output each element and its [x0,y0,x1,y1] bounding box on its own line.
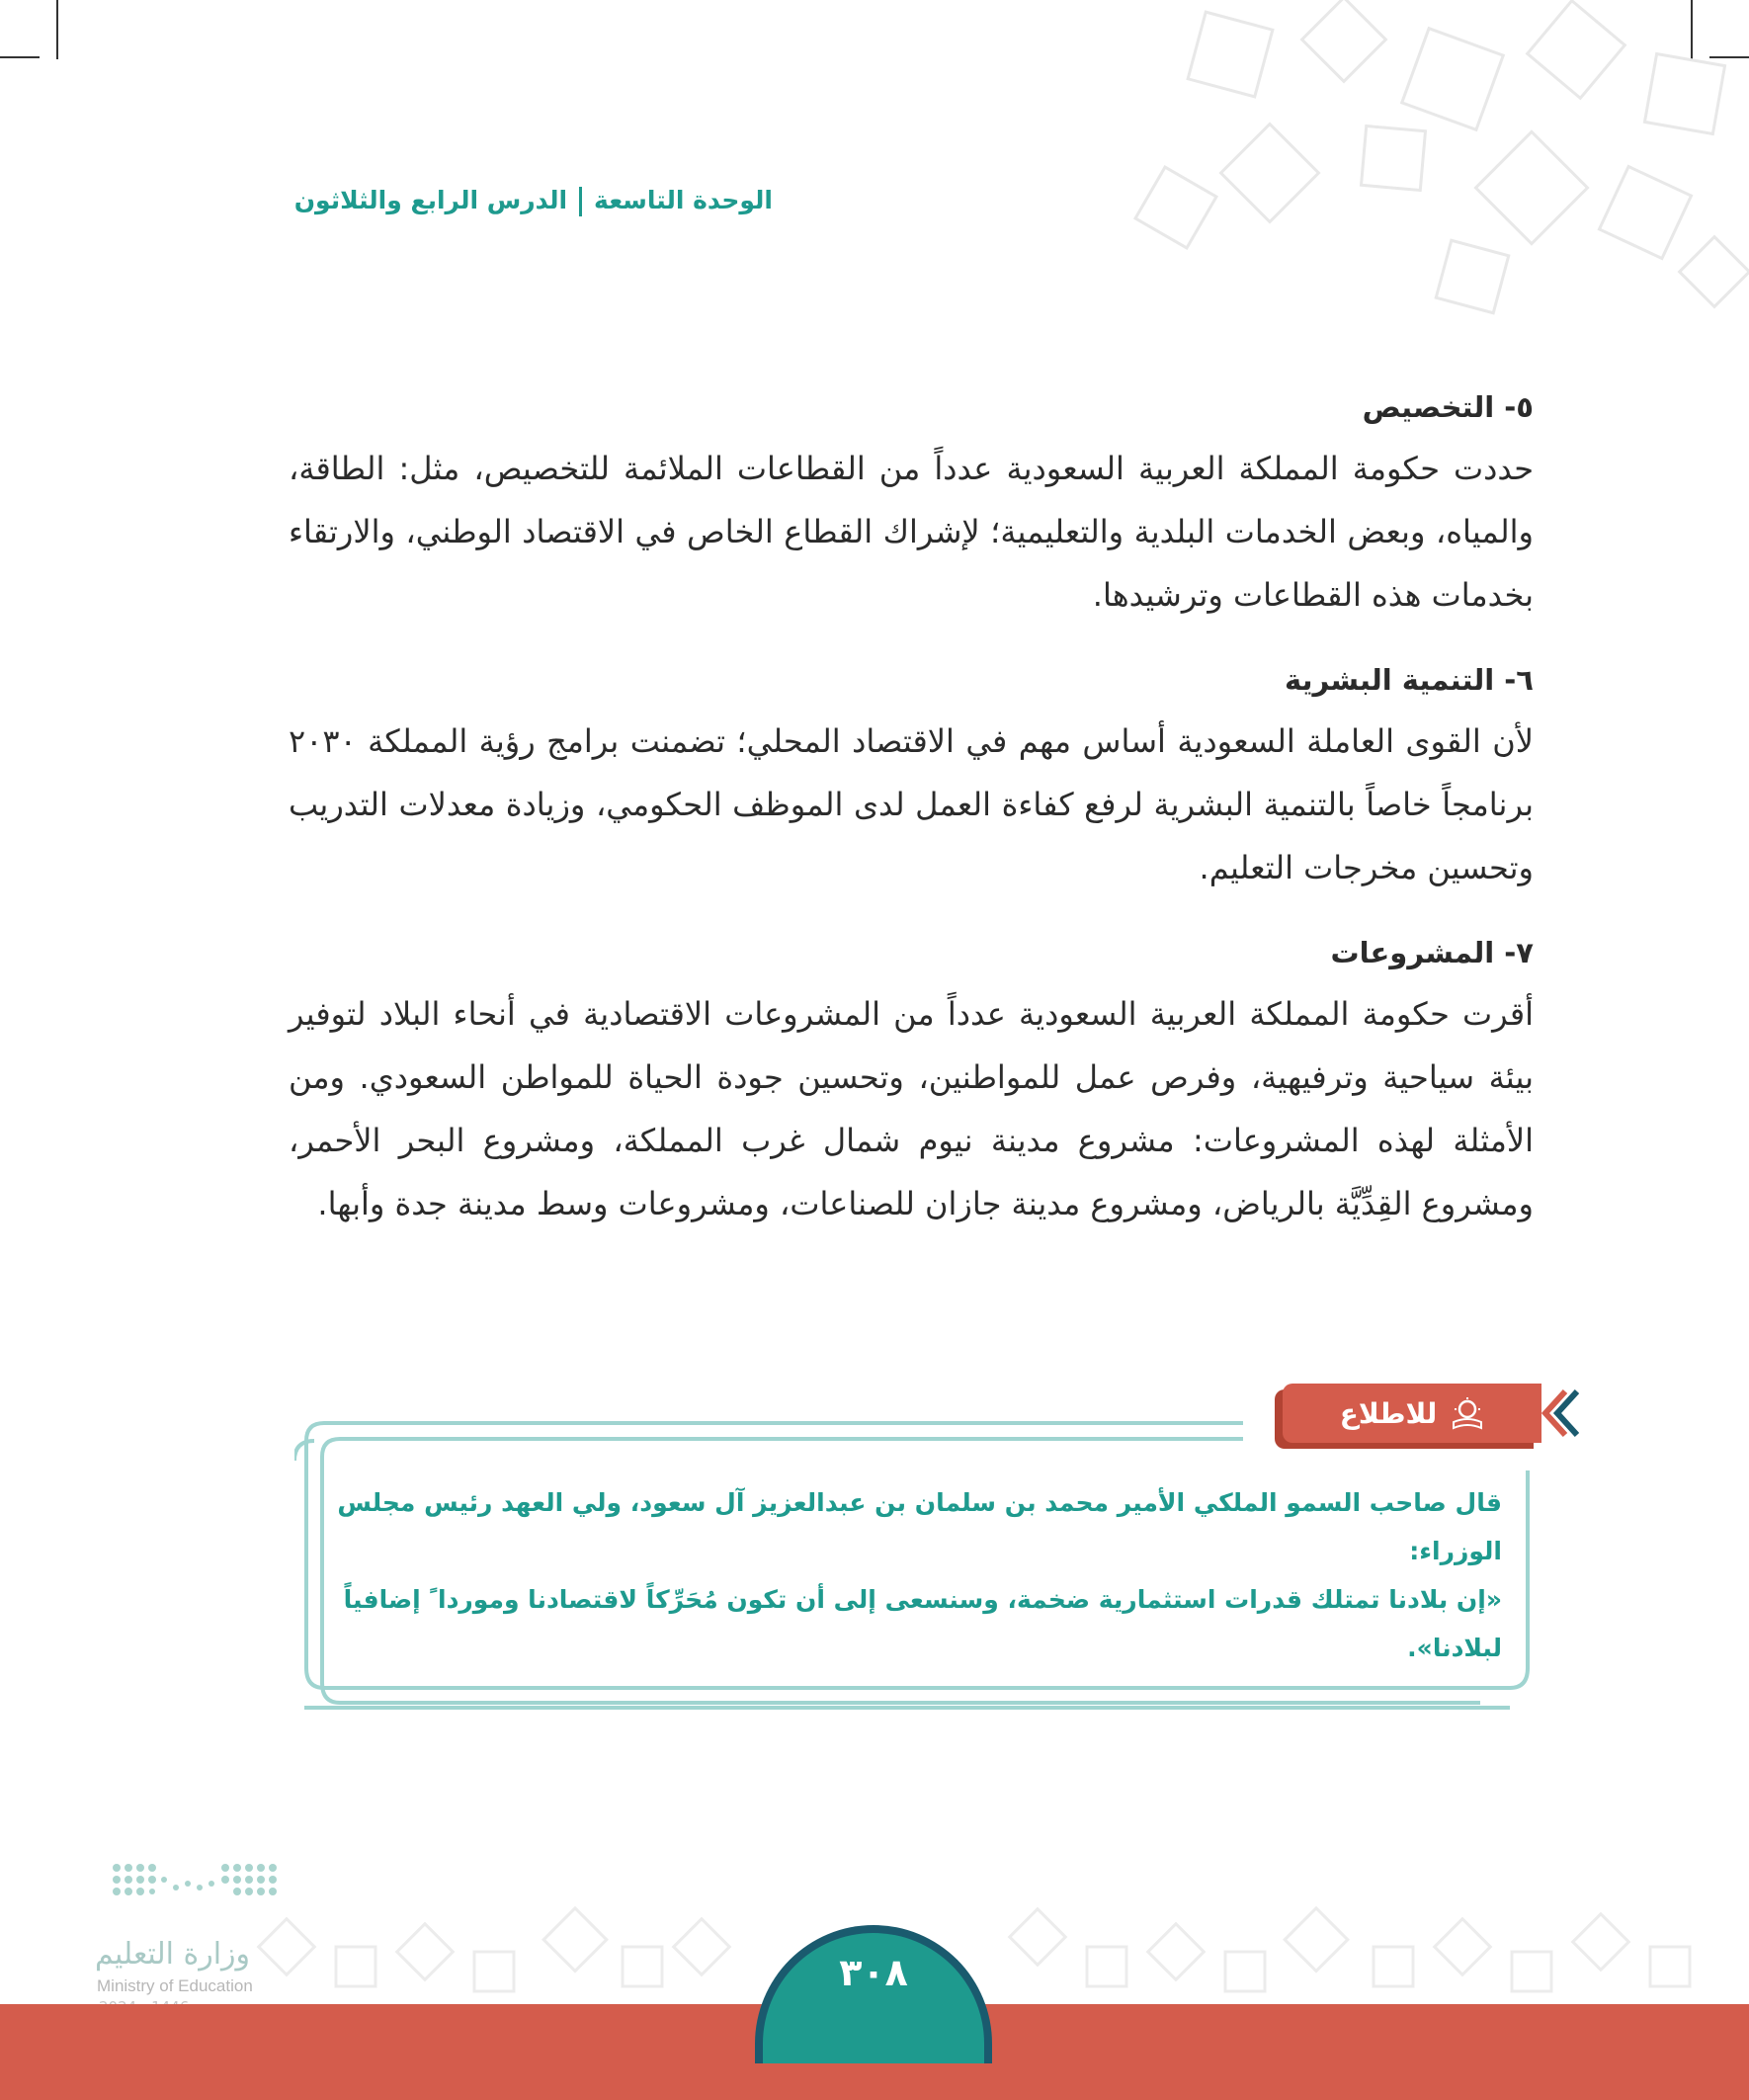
ministry-logo [87,1858,285,1995]
info-label-tag [1283,1384,1541,1443]
crop-mark [56,0,58,59]
info-box [294,1396,1541,1716]
info-line-1: قال صاحب السمو الملكي الأمير محمد بن سلمان بن عبدالعزيز آل سعود، ولي العهد رئيس مجلس الوزراء: [337,1488,1502,1565]
page-number-tab [755,1925,992,2063]
crop-mark [0,56,40,58]
ministry-name-ar: وزارة التعليم [95,1937,251,1972]
section-projects [289,923,1534,1235]
section-body: حددت حكومة المملكة العربية السعودية عدداً من القطاعات الملائمة للتخصيص، مثل: الطاقة، والمياه، وبعض الخدمات البلدية والتعليمية؛ لإشراك القطاع الخاص في الاقتصاد الوطني، والارتقاء بخدمات هذه القطاعات وترشيدها. [289,450,1534,614]
page-header [294,186,773,216]
header-lesson: الدرس الرابع والثلاثون [293,186,568,214]
info-text [306,1478,1502,1672]
header-unit: الوحدة التاسعة [594,186,773,214]
section-title: ٥- التخصيص [1362,390,1534,424]
lightbulb-book-icon [1451,1396,1484,1430]
section-privatization [289,378,1534,627]
page-number-badge [755,1905,992,2034]
section-human-development [289,650,1534,899]
ministry-name-en: Ministry of Education [97,1976,253,1995]
section-body: لأن القوى العاملة السعودية أساس مهم في الاقتصاد المحلي؛ تضمنت برامج رؤية المملكة ٢٠٣٠ برنامجاً خاصاً بالتنمية البشرية لرفع كفاءة العمل لدى الموظف الحكومي، وزيادة معدلات التدريب وتحسين مخرجات التعليم. [289,722,1534,886]
header-separator [579,187,582,216]
section-title: ٦- التنمية البشرية [1285,663,1534,697]
ministry-logo-dots-icon [107,1858,285,1917]
info-line-2: «إن بلادنا تمتلك قدرات استثمارية ضخمة، وسنسعى إلى أن تكون مُحَرِّكاً لاقتصادنا وموردا ً إضافياً لبلادنا». [343,1585,1502,1662]
info-label: للاطلاع [1339,1396,1438,1430]
page-number: ٣٠٨ [839,1951,908,1994]
section-title: ٧- المشروعات [1330,936,1534,969]
decorative-pattern [1117,0,1749,326]
section-body: أقرت حكومة المملكة العربية السعودية عدداً من المشروعات الاقتصادية في أنحاء البلاد لتوفير بيئة سياحية وترفيهية، وفرص عمل للمواطنين، وتحسين جودة الحياة للمواطن السعودي. ومن الأمثلة لهذه المشروعات: مشروع مدينة نيوم شمال غرب المملكة، ومشروع البحر الأحمر، ومشروع القِدِّيَّة بالرياض، ومشروع مدينة جازان للصناعات، ومشروعات وسط مدينة جدة وأبها. [289,995,1534,1222]
chevron-left-icon [1540,1384,1579,1443]
